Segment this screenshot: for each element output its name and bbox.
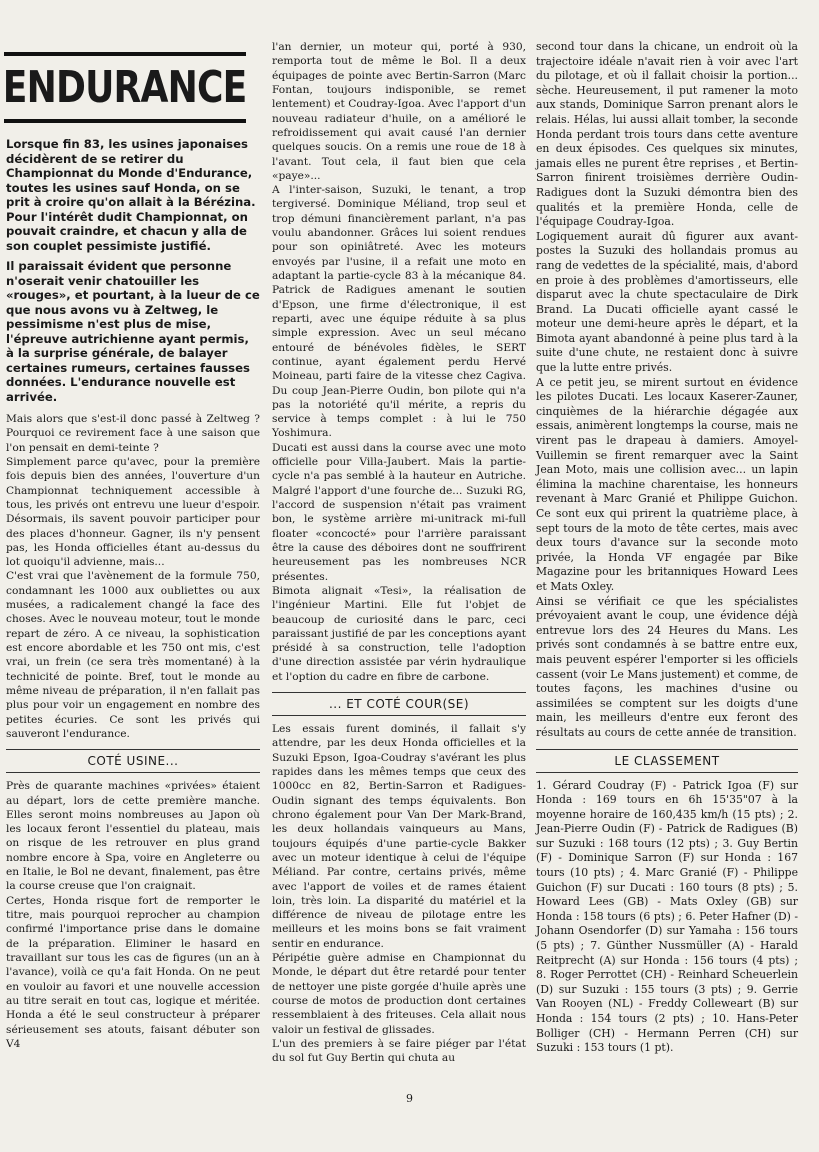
paragraph: Ducati est aussi dans la course avec une moto officielle pour Villa-Jaubert. Mais la partie-cycle n'a pas semblé à la hauteur en Autriche. Malgré l'apport d'une fourche de... Suzuki RG, l'accord de suspension n'était pas vraiment bon, le système arrière mi-unitrack mi-full floater «concocté» pour l'arrière paraissant être la cause des déboires dont ne souffrirent heureusement pas les nombreuses NCR présentes. bbox=[272, 440, 526, 583]
column-1 bbox=[0, 40, 260, 1051]
paragraph: Péripétie guère admise en Championnat du Monde, le départ dut être retardé pour tenter de nettoyer une piste gorgée d'huile après une course de motos de production dont certaines ressemblaient à des friteuses. Cela allait nous valoir un festival de glissades. bbox=[272, 951, 526, 1036]
masthead bbox=[4, 52, 246, 123]
section-heading-classement: LE CLASSEMENT bbox=[536, 749, 798, 773]
lead-paragraph: Lorsque fin 83, les usines japonaises décidèrent de se retirer du Championnat du Monde d'Endurance, toutes les usines sauf Honda, on se prit à croire qu'on allait à la Bérézina. Pour l'intérêt dudit Championnat, on pouvait craindre, et chacun y alla de son couplet pessimiste justifié. bbox=[6, 137, 256, 253]
column-3 bbox=[536, 40, 798, 1056]
paragraph: Ainsi se vérifiait ce que les spécialistes prévoyaient avant le coup, une évidence déjà entrevue lors des 24 Heures du Mans. Les privés sont condamnés à se battre entre eux, mais peuvent espérer l'emporter si les officiels cassent (voir Le Mans justement) et comme, de toutes façons, les machines d'usine ou assimilées se comptent sur les doigts d'une main, les meilleurs d'entre eux feront des résultats au cours de cette année de transition. bbox=[536, 594, 798, 739]
paragraph: A ce petit jeu, se mirent surtout en évidence les pilotes Ducati. Les locaux Kaserer-Zauner, cinquièmes de la hiérarchie dégagée aux essais, animèrent longtemps la course, mais ne virent pas le drapeau à damiers. Amoyel-Vuillemin se firent remarquer avec la Saint Jean Moto, mais une collision avec... un lapin élimina la machine charentaise, les honneurs revenant à Marc Granié et Philippe Guichon. Ce sont eux qui prirent la quatrième place, à sept tours de la moto de tête certes, mais avec deux tours d'avance sur la seconde moto privée, la Honda VF engagée par Bike Magazine pour les britanniques Howard Lees et Mats Oxley. bbox=[536, 375, 798, 593]
paragraph: second tour dans la chicane, un endroit où la trajectoire idéale n'avait rien à voir avec l'art du pilotage, et où il fallait choisir la portion... sèche. Heureusement, il put ramener la moto aux stands, Dominique Sarron prenant alors le relais. Hélas, lui aussi allait tomber, la seconde Honda perdant trois tours dans cette aventure en deux épisodes. Ces quelques six minutes, jamais elles ne purent être reprises , et Bertin-Sarron finirent troisièmes derrière Oudin-Radigues dont la Suzuki démontra bien des qualités et la première Honda, celle de l'équipage Coudray-Igoa. bbox=[536, 40, 798, 229]
paragraph: Simplement parce qu'avec, pour la première fois depuis bien des années, l'ouverture d'un Championnat techniquement accessible à tous, les privés ont entrevu une lueur d'espoir. Désormais, ils savent pouvoir participer pour des places d'honneur. Gagner, ils n'y pensent pas, les Honda officielles étant au-dessus du lot quoiqu'il advienne, mais... bbox=[6, 454, 260, 569]
col1-body bbox=[0, 412, 260, 1051]
lead-block bbox=[0, 137, 260, 404]
paragraph: l'an dernier, un moteur qui, porté à 930, remporta tout de même le Bol. Il a deux équipages de pointe avec Bertin-Sarron (Marc Fontan, toujours indisponible, se remet lentement) et Coudray-Igoa. Avec l'apport d'un nouveau radiateur d'huile, on a amélioré le refroidissement qui avait causé l'an dernier quelques soucis. On a remis une roue de 18 à l'avant. Tout cela, il faut bien que cela «paye»... bbox=[272, 40, 526, 182]
classement-results: 1. Gérard Coudray (F) - Patrick Igoa (F) sur Honda : 169 tours en 6h 15'35"07 à la moyenne horaire de 160,435 km/h (15 pts) ; 2. Jean-Pierre Oudin (F) - Patrick de Radigues (B) sur Suzuki : 168 tours (12 pts) ; 3. Guy Bertin (F) - Dominique Sarron (F) sur Honda : 167 tours (10 pts) ; 4. Marc Granié (F) - Philippe Guichon (F) sur Ducati : 160 tours (8 pts) ; 5. Howard Lees (GB) - Mats Oxley (GB) sur Honda : 158 tours (6 pts) ; 6. Peter Hafner (D) - Johann Osendorfer (D) sur Yamaha : 156 tours (5 pts) ; 7. Günther Nussmüller (A) - Harald Reitprecht (A) sur Honda : 156 tours (4 pts) ; 8. Roger Perrottet (CH) - Reinhard Scheuerlein (D) sur Suzuki : 155 tours (3 pts) ; 9. Gerrie Van Rooyen (NL) - Freddy Colleweart (B) sur Honda : 154 tours (2 pts) ; 10. Hans-Peter Bolliger (CH) - Hermann Perren (CH) sur Suzuki : 153 tours (1 pt). bbox=[536, 778, 799, 1055]
lead-paragraph: Il paraissait évident que personne n'oserait venir chatouiller les «rouges», et pourtant, à la lueur de ce que nous avons vu à Zeltweg, le pessimisme n'est plus de mise, l'épreuve autrichienne ayant permis, à la surprise générale, de balayer certaines rumeurs, certaines fausses données. L'endurance nouvelle est arrivée. bbox=[6, 259, 260, 404]
paragraph: Près de quarante machines «privées» étaient au départ, lors de cette première manche. Elles seront moins nombreuses au Japon où les locaux feront l'essentiel du plateau, mais on risque de les retrouver en plus grand nombre encore à Spa, voire en Angleterre ou en Italie, le Bol ne devant, finalement, pas être la course creuse que l'on craignait. bbox=[6, 779, 260, 893]
paragraph: Certes, Honda risque fort de remporter le titre, mais pourquoi reprocher au champion confirmé l'importance prise dans le domaine de la préparation. Eliminer le hasard en travaillant sur tous les cas de figures (un an à l'avance), voilà ce qu'a fait Honda. On ne peut en vouloir au favori et une nouvelle accession au titre serait en tout cas, logique et méritée. Honda a été le seul constructeur à préparer sérieusement ses atouts, faisant débuter son V4 bbox=[6, 893, 260, 1050]
paragraph: L'un des premiers à se faire piéger par l'état du sol fut Guy Bertin qui chuta au bbox=[272, 1036, 526, 1065]
paragraph: Bimota alignait «Tesi», la réalisation de l'ingénieur Martini. Elle fut l'objet de beaucoup de curiosité dans le parc, ceci paraissant justifié de par les conceptions ayant présidé à sa construction, telle l'adoption d'une direction assistée par vérin hydraulique et l'option du cadre en fibre de carbone. bbox=[272, 583, 527, 683]
section-heading-course: ... ET COTÉ COUR(SE) bbox=[272, 692, 526, 716]
page-number: 9 bbox=[406, 1092, 413, 1105]
paragraph: Logiquement aurait dû figurer aux avant-postes la Suzuki des hollandais promus au rang de vedettes de la spécialité, mais, d'abord en proie à des problèmes d'amortisseurs, elle disparut avec la chute spectaculaire de Dirk Brand. La Ducati officielle ayant cassé le moteur une demi-heure après le départ, et la Bimota ayant abandonné à peine plus tard à la suite d'une chute, ne restaient donc à suivre que la lutte entre privés. bbox=[536, 229, 798, 375]
paragraph: A l'inter-saison, Suzuki, le tenant, a trop tergiversé. Dominique Méliand, trop seul et trop démuni financièrement parlant, n'a pas voulu abandonner. Grâces lui soient rendues pour son opiniâtreté. Avec les moteurs envoyés par l'usine, il a refait une moto en adaptant la partie-cycle 83 à la mécanique 84. Patrick de Radigues amenant le soutien d'Epson, une firme d'électronique, il est reparti, avec une équipe réduite à sa plus simple expression. Avec un seul mécano entouré de bénévoles fidèles, le SERT continue, ayant également perdu Hervé Moineau, parti faire de la vitesse chez Cagiva. Du coup Jean-Pierre Oudin, bon pilote qui n'a pas la notoriété qu'il mérite, a repris du service à temps complet : à lui le 750 Yoshimura. bbox=[272, 183, 526, 440]
paragraph: Mais alors que s'est-il donc passé à Zeltweg ? Pourquoi ce revirement face à une saison que l'on pensait en demi-teinte ? bbox=[6, 412, 260, 454]
paragraph: C'est vrai que l'avènement de la formule 750, condamnant les 1000 aux oubliettes ou aux musées, a radicalement changé la face des choses. Avec le nouveau moteur, tout le monde repart de zéro. A ce niveau, la sophistication est encore abordable et les 750 ont mis, c'est vrai, un frein (ce sera très momentané) à la technicité de pointe. Bref, tout le monde au même niveau de préparation, il n'en fallait pas plus pour voir un engagement en nombre des petites écuries. Ce sont les privés qui sauveront l'endurance. bbox=[6, 569, 260, 740]
column-2 bbox=[272, 40, 526, 1066]
section-heading-usine: COTÉ USINE... bbox=[6, 749, 260, 773]
masthead-title: ENDURANCE bbox=[3, 62, 247, 113]
paragraph: Les essais furent dominés, il fallait s'y attendre, par les deux Honda officielles et la Suzuki Epson, Igoa-Coudray s'avérant les plus rapides dans les mêmes temps que ceux des 1000cc en 82, Bertin-Sarron et Radigues-Oudin signant des temps équivalents. Bon chrono également pour Van Der Mark-Brand, les deux hollandais vainqueurs au Mans, toujours équipés d'une partie-cycle Bakker avec un moteur identique à celui de l'équipe Méliand. Par contre, certains privés, même avec l'apport de voiles et de rames étaient loin, très loin. La disparité du matériel et la différence de niveau de pilotage entre les meilleurs et les moins bons se fait vraiment sentir en endurance. bbox=[272, 722, 526, 950]
